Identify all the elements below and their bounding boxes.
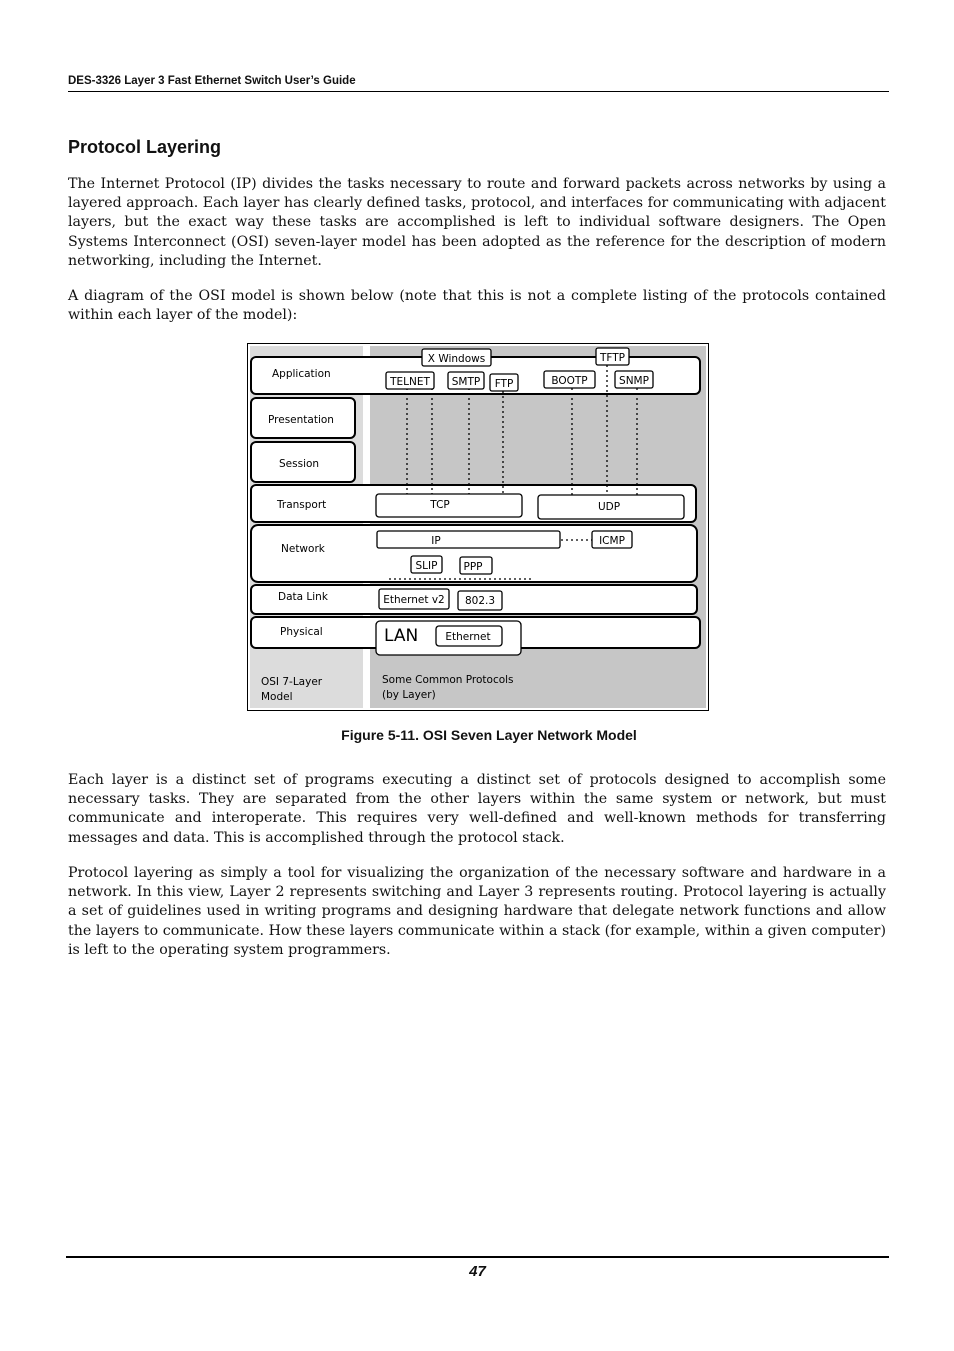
protocol-label-ftp: FTP <box>494 378 514 390</box>
osi-model-diagram <box>247 343 709 711</box>
paragraph-protocol-layering: Protocol layering as simply a tool for visualizing the organization of the necessary software and hardware in a network. In this view, Layer 2 represents switching and Layer 3 represents routing. Protocol layering is actually a set of guidelines used in writing programs and designing hardware that delegate network functions and allow the layers to communicate. How these layers communicate within a stack (for example, within a given computer) is left to the operating system programmers. <box>68 865 886 958</box>
protocol-label-snmp: SNMP <box>619 375 649 387</box>
layer-label-application: Application <box>272 368 331 380</box>
layer-label-session: Session <box>279 458 320 470</box>
page-number: 47 <box>469 1263 486 1280</box>
protocol-label-slip: SLIP <box>415 560 438 572</box>
protocol-label-ethernet-v2: Ethernet v2 <box>383 594 445 606</box>
protocol-label-lan: LAN <box>384 626 419 646</box>
footer-rule <box>66 1256 889 1258</box>
protocol-label-icmp: ICMP <box>599 535 625 547</box>
legend-protocols-line-1: Some Common Protocols <box>382 674 514 686</box>
paragraph-diagram-intro: A diagram of the OSI model is shown below (note that this is not a complete listing of the protocols contained within each layer of the model): <box>68 288 886 324</box>
protocol-label-ethernet: Ethernet <box>445 631 491 643</box>
layer-label-presentation: Presentation <box>268 414 334 426</box>
protocol-label-ppp: PPP <box>463 561 483 573</box>
protocol-label-8023: 802.3 <box>464 595 496 607</box>
legend-protocols-line-2: (by Layer) <box>382 689 436 701</box>
layer-label-network: Network <box>281 543 325 555</box>
protocol-label-udp: UDP <box>597 501 621 513</box>
ip-box <box>377 531 560 548</box>
protocol-label-smtp: SMTP <box>451 376 481 388</box>
paragraph-intro: The Internet Protocol (IP) divides the tasks necessary to route and forward packets across networks by using a layered approach. Each layer has clearly defined tasks, protocol, and interfaces for communicating with adjacent layers, but the exact way these tasks are accomplished is left to individual software designers. The Open Systems Interconnect (OSI) seven-layer model has been adopted as the reference for the description of modern networking, including the Internet. <box>68 176 886 269</box>
layer-label-datalink: Data Link <box>278 591 328 603</box>
protocol-label-ip: IP <box>431 535 441 547</box>
figure-caption: Figure 5-11. OSI Seven Layer Network Model <box>341 727 637 743</box>
layer-label-physical: Physical <box>280 626 323 638</box>
protocol-label-telnet: TELNET <box>390 376 430 388</box>
legend-osi-line-1: OSI 7-Layer <box>261 676 323 688</box>
section-title: Protocol Layering <box>68 137 222 157</box>
running-header: DES-3326 Layer 3 Fast Ethernet Switch User’s Guide <box>68 74 889 92</box>
protocol-label-xwindows: X Windows <box>427 353 486 365</box>
legend-osi-line-2: Model <box>261 691 293 703</box>
paragraph-layers: Each layer is a distinct set of programs executing a distinct set of protocols designed to accomplish some necessary tasks. They are separated from the other layers within the same system or network, but must communicate and interoperate. This requires very well-defined and well-known methods for transferring messages and data. This is accomplished through the protocol stack. <box>68 772 886 846</box>
protocol-label-bootp: BOOTP <box>551 375 588 387</box>
protocol-label-tftp: TFTP <box>599 352 626 364</box>
protocol-label-tcp: TCP <box>430 499 450 511</box>
layer-label-transport: Transport <box>277 499 327 511</box>
